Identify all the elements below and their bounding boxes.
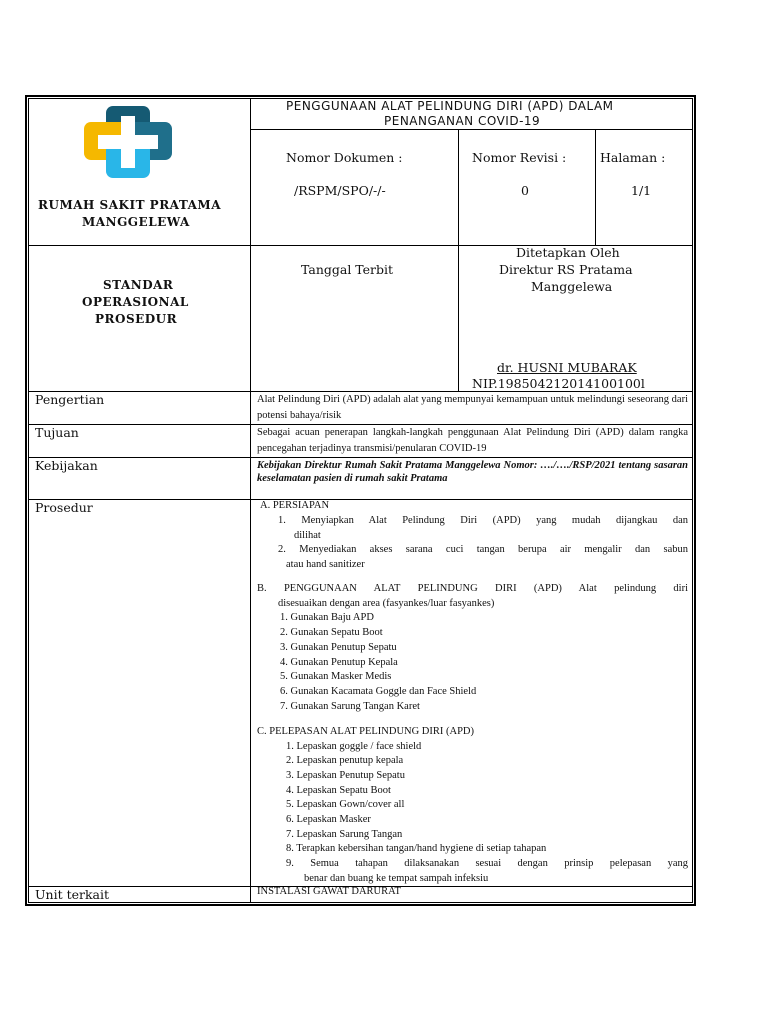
doc-title-line1: PENGGUNAAN ALAT PELINDUNG DIRI (APD) DALAM (286, 99, 614, 113)
hospital-cross-logo-icon (84, 106, 172, 178)
ditetapkan-line2: Direktur RS Pratama (499, 262, 633, 277)
halaman-label: Halaman : (600, 150, 666, 165)
section-b-item: 2. Gunakan Sepatu Boot (280, 627, 383, 638)
unit-terkait-text: INSTALASI GAWAT DARURAT (257, 886, 401, 897)
section-c-item: 4. Lepaskan Sepatu Boot (286, 785, 391, 796)
tujuan-text: Sebagai acuan penerapan langkah-langkah penggunaan Alat Pelindung Diri (APD) dalam rangka pencegahan terjadinya transmisi/penularan COVID-19 (257, 427, 688, 454)
section-b-title-line2: disesuaikan dengan area (fasyankes/luar fasyankes) (278, 598, 495, 609)
section-c-item: benar dan buang ke tempat sampah infeksiu (304, 873, 489, 884)
tujuan-label: Tujuan (35, 425, 79, 440)
nomor-revisi-label: Nomor Revisi : (472, 150, 567, 165)
pengertian-label: Pengertian (35, 392, 105, 407)
kebijakan-label: Kebijakan (35, 458, 98, 473)
section-c-item: 1. Lepaskan goggle / face shield (286, 741, 422, 752)
row-divider-kebijakan (28, 499, 693, 500)
section-c-item: 9. Semua tahapan dilaksanakan sesuai dengan prinsip pelepasan yang (286, 858, 688, 869)
halaman-value: 1/1 (631, 183, 652, 198)
kebijakan-text: Kebijakan Direktur Rumah Sakit Pratama Manggelewa Nomor: …./…./RSP/2021 tentang sasaran keselamatan pasien di rumah sakit Pratama (257, 460, 688, 484)
sop-label-line1: STANDAR (103, 278, 174, 292)
signer-nip: NIP.198504212014100100l (472, 376, 645, 391)
col-divider-revisi (458, 129, 459, 391)
section-a-item: atau hand sanitizer (286, 559, 365, 570)
section-b-item: 6. Gunakan Kacamata Goggle dan Face Shield (280, 686, 477, 697)
section-b-item: 7. Gunakan Sarung Tangan Karet (280, 701, 420, 712)
doc-title-line2: PENANGANAN COVID-19 (384, 114, 541, 128)
section-b-title-line1: B. PENGGUNAAN ALAT PELINDUNG DIRI (APD) Alat pelindung diri (257, 583, 688, 594)
section-b-item: 3. Gunakan Penutup Sepatu (280, 642, 397, 653)
section-b-item: 5. Gunakan Masker Medis (280, 671, 392, 682)
tanggal-terbit-label: Tanggal Terbit (301, 262, 394, 277)
hospital-name-line2: MANGGELEWA (82, 215, 190, 229)
section-b-item: 4. Gunakan Penutup Kepala (280, 657, 398, 668)
ditetapkan-line1: Ditetapkan Oleh (516, 245, 620, 260)
row-divider-title (250, 129, 693, 130)
col-divider-main (250, 98, 251, 903)
section-c-item: 3. Lepaskan Penutup Sepatu (286, 770, 405, 781)
section-c-item: 7. Lepaskan Sarung Tangan (286, 829, 403, 840)
section-a-title: A. PERSIAPAN (260, 500, 330, 511)
signer-name: dr. HUSNI MUBARAK (497, 360, 637, 375)
col-divider-halaman (595, 129, 596, 245)
section-a-item: 2. Menyediakan akses sarana cuci tangan berupa air mengalir dan sabun (278, 544, 688, 555)
nomor-dokumen-value: /RSPM/SPO/-/- (294, 183, 386, 198)
section-c-item: 6. Lepaskan Masker (286, 814, 371, 825)
section-c-title: C. PELEPASAN ALAT PELINDUNG DIRI (APD) (257, 726, 475, 737)
sop-label-line3: PROSEDUR (95, 312, 178, 326)
section-c-item: 5. Lepaskan Gown/cover all (286, 799, 405, 810)
row-divider-tujuan (28, 457, 693, 458)
nomor-dokumen-label: Nomor Dokumen : (286, 150, 403, 165)
unit-terkait-label: Unit terkait (35, 887, 110, 902)
section-c-item: 2. Lepaskan penutup kepala (286, 755, 404, 766)
prosedur-label: Prosedur (35, 500, 93, 515)
pengertian-text: Alat Pelindung Diri (APD) adalah alat yang mempunyai kemampuan untuk melindungi seseorang dari potensi bahaya/risik (257, 394, 688, 421)
sop-label-line2: OPERASIONAL (82, 295, 189, 309)
hospital-name-line1: RUMAH SAKIT PRATAMA (38, 198, 222, 212)
nomor-revisi-value: 0 (521, 183, 529, 198)
section-b-item: 1. Gunakan Baju APD (280, 612, 374, 623)
section-c-item: 8. Terapkan kebersihan tangan/hand hygiene di setiap tahapan (286, 843, 547, 854)
ditetapkan-line3: Manggelewa (531, 279, 613, 294)
section-a-item: dilihat (294, 530, 321, 541)
section-a-item: 1. Menyiapkan Alat Pelindung Diri (APD) yang mudah dijangkau dan (278, 515, 688, 526)
